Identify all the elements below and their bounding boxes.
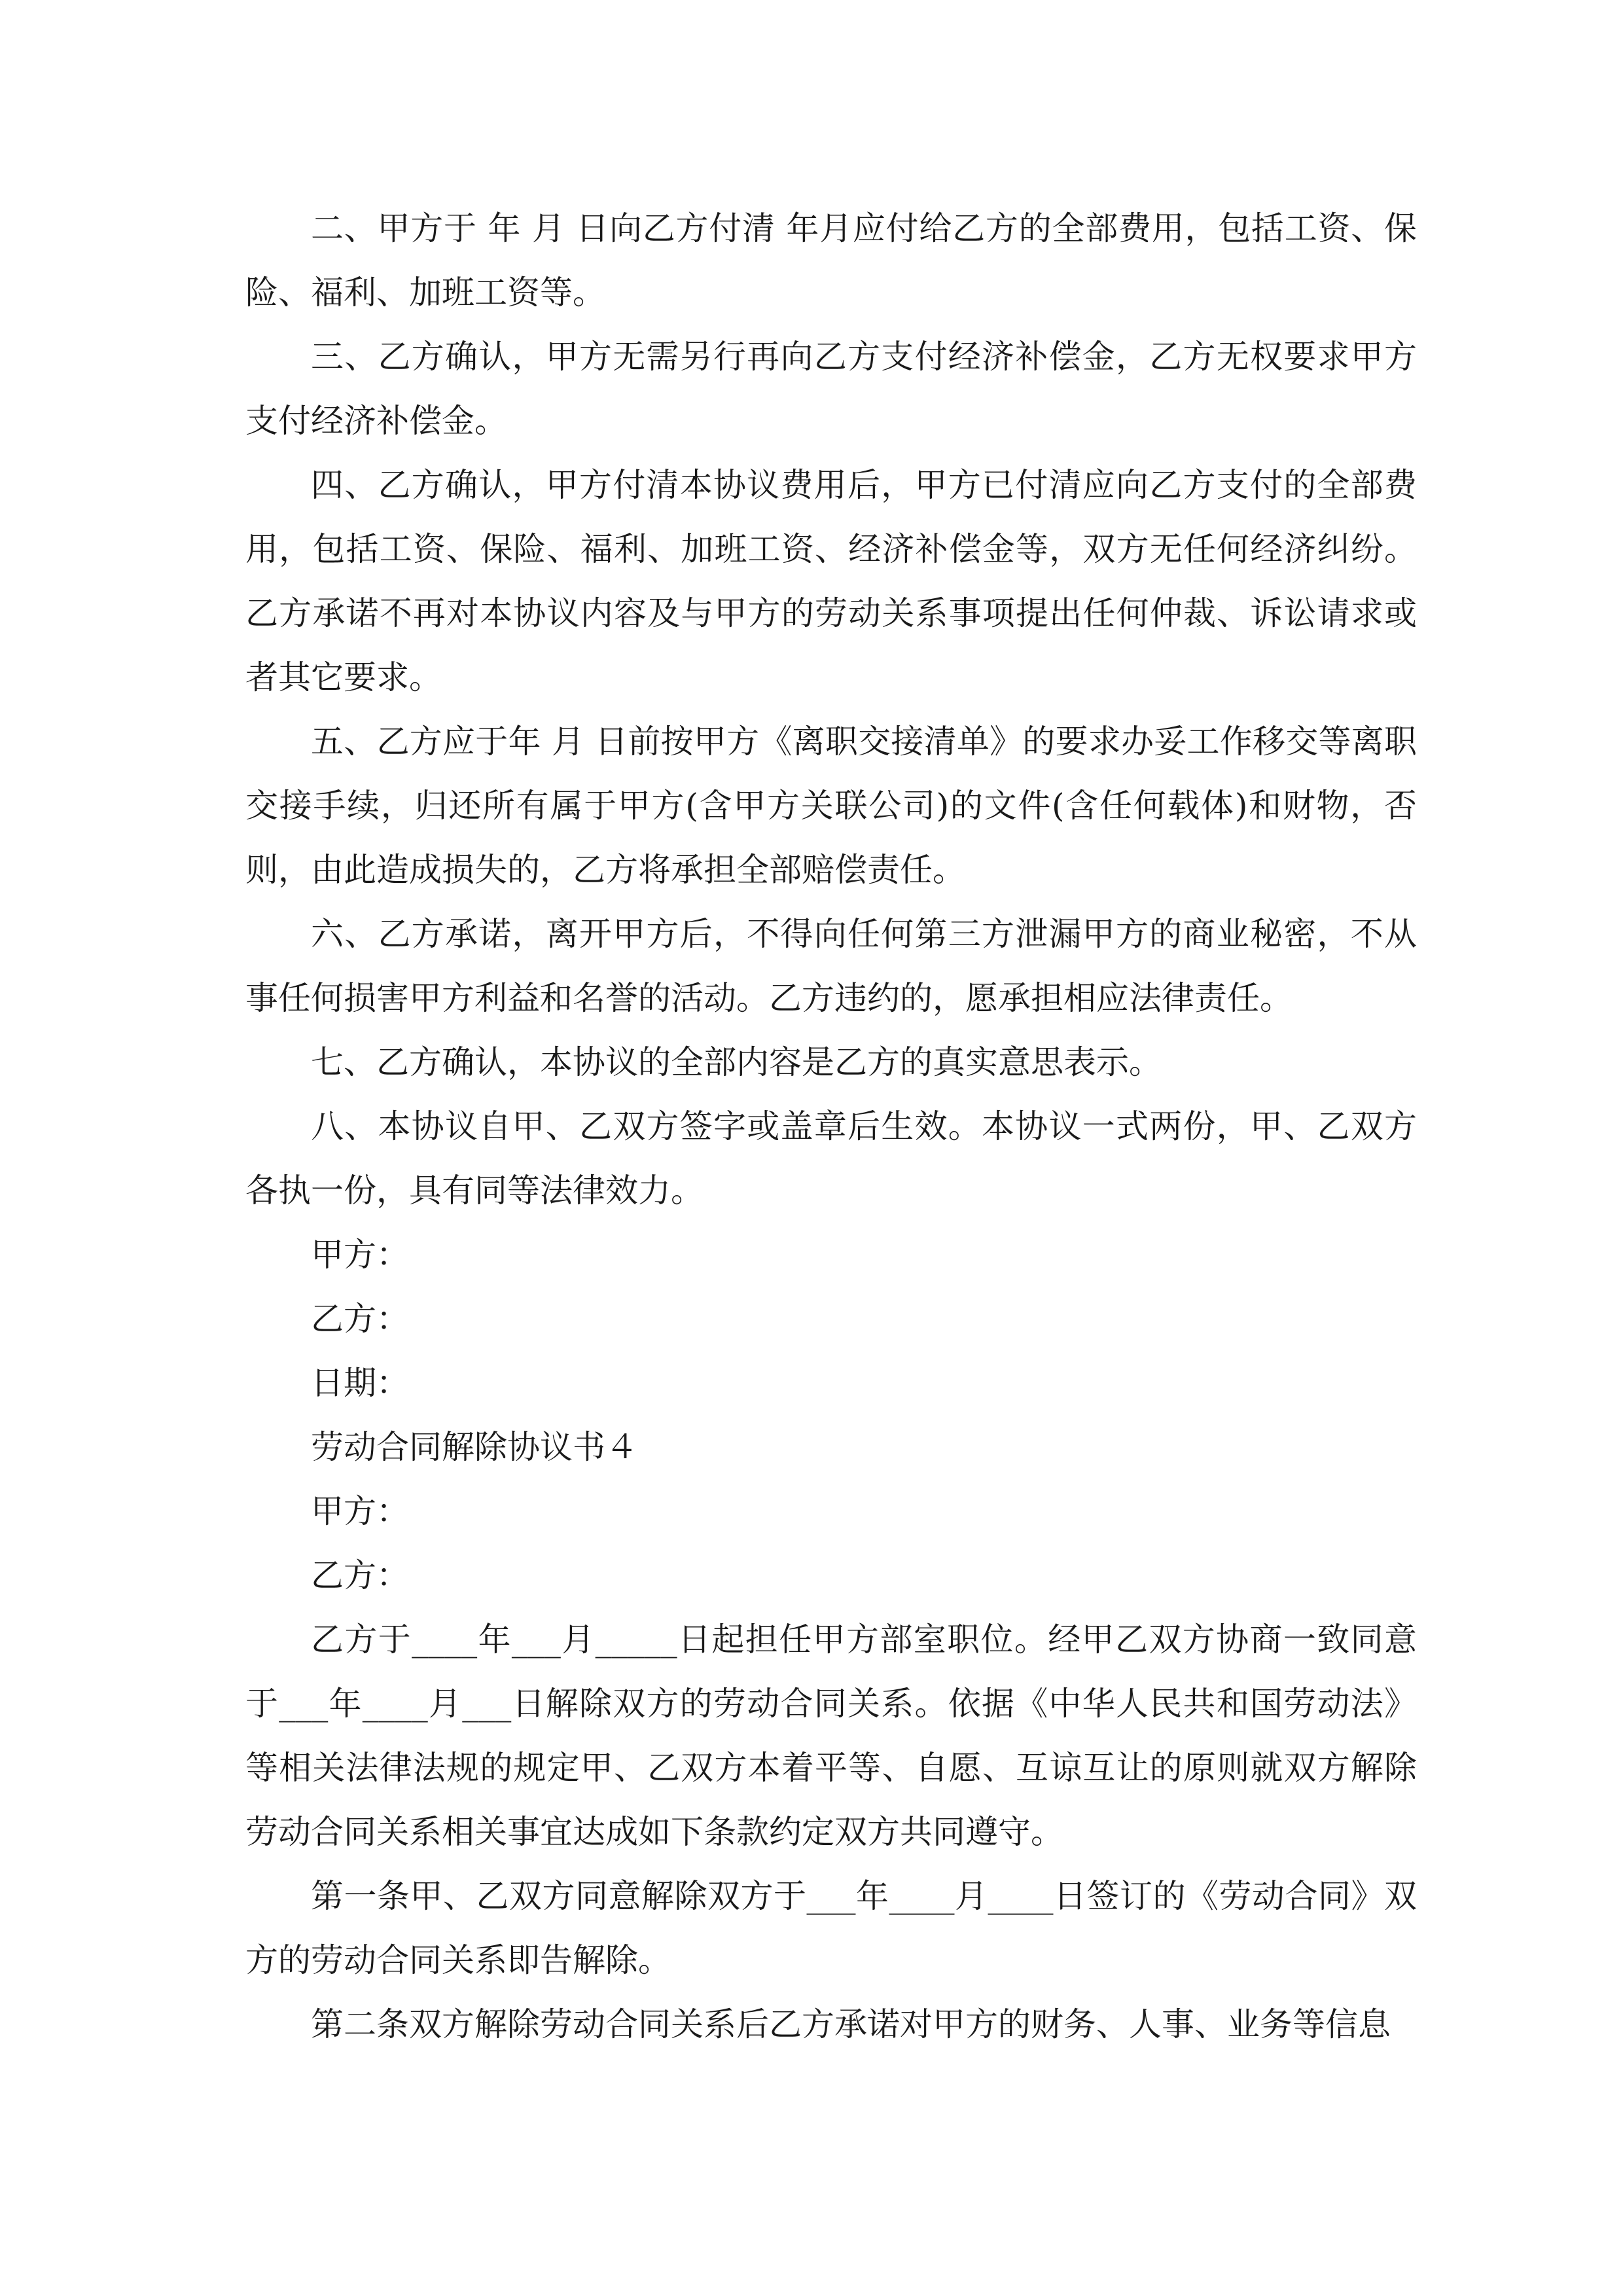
signature-date: 日期：: [311, 1364, 409, 1402]
article-1-text-4: 日签订的《劳动合同》双方的劳动合同关系即告解除。: [245, 1877, 1417, 1979]
document-body: [245, 196, 1417, 2056]
article-1-text-2: 年: [855, 1877, 889, 1915]
party-a-line: 甲方：: [311, 1492, 409, 1530]
blank-start-year: ____: [412, 1621, 478, 1659]
intro-text-2: 年: [477, 1621, 512, 1659]
blank-sign-year: ___: [806, 1877, 856, 1915]
article-2: 第二条双方解除劳动合同关系后乙方承诺对甲方的财务、人事、业务等信息: [311, 2005, 1391, 2043]
intro-text-3: 月: [560, 1621, 596, 1659]
article-1: [245, 1864, 1417, 1992]
section-title: 劳动合同解除协议书４: [311, 1428, 638, 1466]
blank-end-month: ____: [362, 1685, 428, 1723]
signature-party-b: 乙方：: [311, 1300, 409, 1338]
clause-3: 三、乙方确认，甲方无需另行再向乙方支付经济补偿金，乙方无权要求甲方支付经济补偿金。: [245, 338, 1417, 440]
intro-text-6: 月: [427, 1685, 463, 1723]
blank-end-day: ___: [462, 1685, 512, 1723]
blank-sign-day: ____: [988, 1877, 1054, 1915]
intro-paragraph: [245, 1607, 1417, 1864]
clause-8: 八、本协议自甲、乙双方签字或盖章后生效。本协议一式两份，甲、乙双方各执一份，具有同等法律效力。: [245, 1107, 1417, 1210]
clause-4: 四、乙方确认，甲方付清本协议费用后，甲方已付清应向乙方支付的全部费用，包括工资、保险、福利、加班工资、经济补偿金等，双方无任何经济纠纷。乙方承诺不再对本协议内容及与甲方的劳动关系事项提出任何仲裁、诉讼请求或者其它要求。: [245, 466, 1417, 696]
intro-text-1: 乙方于: [311, 1621, 412, 1659]
article-1-text-1: 第一条甲、乙双方同意解除双方于: [311, 1877, 807, 1915]
blank-end-year: ___: [279, 1685, 329, 1723]
clause-5: 五、乙方应于年 月 日前按甲方《离职交接清单》的要求办妥工作移交等离职交接手续，归还所有属于甲方(含甲方关联公司)的文件(含任何载体)和财物，否则，由此造成损失的，乙方将承担全部赔偿责任。: [245, 723, 1417, 889]
blank-sign-month: ____: [889, 1877, 955, 1915]
blank-start-month: ___: [511, 1621, 561, 1659]
article-1-text-3: 月: [954, 1877, 988, 1915]
clause-2: 二、甲方于 年 月 日向乙方付清 年月应付给乙方的全部费用，包括工资、保险、福利、加班工资等。: [245, 209, 1417, 312]
intro-text-4: 日起担任甲方部室职位。经甲乙双方协商一致同意于: [245, 1621, 1418, 1723]
intro-text-7: 日解除双方的劳动合同关系。依据《中华人民共和国劳动法》等相关法律法规的规定甲、乙双方本着平等、自愿、互谅互让的原则就双方解除劳动合同关系相关事宜达成如下条款约定双方共同遵守。: [245, 1685, 1417, 1851]
intro-text-5: 年: [328, 1685, 363, 1723]
party-b-line: 乙方：: [311, 1556, 409, 1594]
signature-party-a: 甲方：: [311, 1236, 409, 1274]
blank-start-day: _____: [595, 1621, 677, 1659]
clause-6: 六、乙方承诺，离开甲方后，不得向任何第三方泄漏甲方的商业秘密，不从事任何损害甲方利益和名誉的活动。乙方违约的，愿承担相应法律责任。: [245, 915, 1417, 1017]
clause-7: 七、乙方确认，本协议的全部内容是乙方的真实意思表示。: [311, 1043, 1162, 1081]
